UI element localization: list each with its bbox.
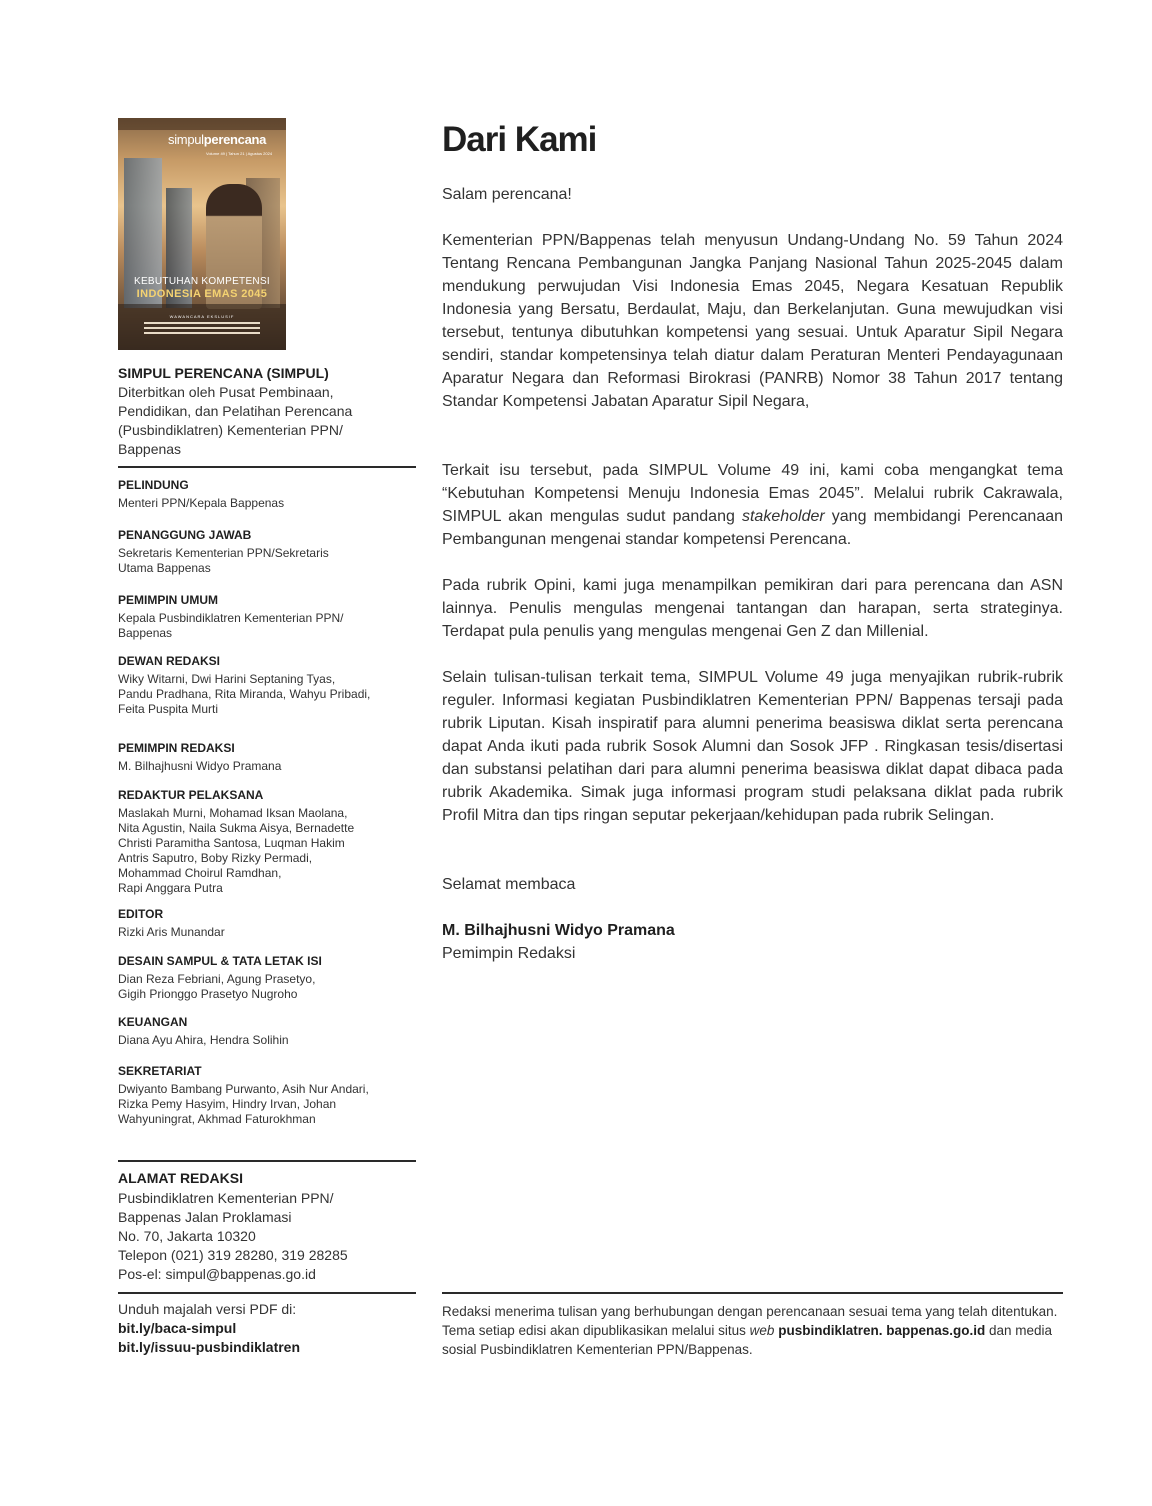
magazine-cover-image [118,118,286,350]
masthead-value: Dian Reza Febriani, Agung Prasetyo, Gigih Prionggo Prasetyo Nugroho [118,972,316,1001]
masthead-label: PEMIMPIN UMUM [118,593,218,607]
masthead-entry [118,1064,398,1127]
address-title: ALAMAT REDAKSI [118,1170,243,1186]
masthead-entry [118,954,398,1002]
masthead-value: Wiky Witarni, Dwi Harini Septaning Tyas, Pandu Pradhana, Rita Miranda, Wahyu Pribadi, Feita Puspita Murti [118,672,371,716]
emphasis-stakeholder: stakeholder [741,508,825,525]
masthead-label: PEMIMPIN REDAKSI [118,741,235,755]
signer-role: Pemimpin Redaksi [442,945,576,962]
article-heading: Dari Kami [442,120,597,159]
publication-title: SIMPUL PERENCANA (SIMPUL) [118,365,329,381]
masthead-entry [118,528,398,576]
masthead-label: PELINDUNG [118,478,189,492]
cover-headline: KEBUTUHAN KOMPETENSI [133,276,271,287]
masthead-label: SEKRETARIAT [118,1064,202,1078]
masthead-label: PENANGGUNG JAWAB [118,528,252,542]
masthead-label: EDITOR [118,907,164,921]
masthead-value: Dwiyanto Bambang Purwanto, Asih Nur Andari, Rizka Pemy Hasyim, Hindry Irvan, Johan Wahyuningrat, Akhmad Faturokhman [118,1082,369,1126]
masthead-label: KEUANGAN [118,1015,188,1029]
masthead-entry [118,741,398,774]
cover-fine-print [144,322,260,337]
cover-subhead: WAWANCARA EKSLUSIF [169,314,235,319]
masthead-value: Rizki Aris Munandar [118,925,225,939]
site-link: pusbindiklatren. bappenas.go.id [778,1323,986,1338]
article-greeting: Salam perencana! [442,186,572,203]
article-paragraph-2: Terkait isu tersebut, pada SIMPUL Volume 49 ini, kami coba mengangkat tema “Kebutuhan Kompetensi Menuju Indonesia Emas 2045”. Melalui rubrik Cakrawala, SIMPUL akan mengulas sudut pandang stakeholder yang membidangi Perencanaan Pembangunan mengenai standar kompetensi Perencana. [442,462,1064,548]
masthead-label: DESAIN SAMPUL & TATA LETAK ISI [118,954,322,968]
download-link-baca[interactable]: bit.ly/baca-simpul [118,1320,237,1336]
masthead-value: M. Bilhajhusni Widyo Pramana [118,759,282,773]
article-closing: Selamat membaca [442,876,576,893]
article-paragraph-1: Kementerian PPN/Bappenas telah menyusun Undang-Undang No. 59 Tahun 2024 Tentang Rencana Pembangunan Jangka Panjang Nasional Tahun 2025-2045 dalam mendukung perwujudan Visi Indonesia Emas 2045, Negara Kesatuan Republik Indonesia yang Bersatu, Berdaulat, Maju, dan Berkelanjutan. Guna mewujudkan visi tersebut, tentunya dibutuhkan kompetensi yang sesuai. Untuk Aparatur Sipil Negara sendiri, standar kompetensinya telah diatur dalam Peraturan Menteri Pendayagunaan Aparatur Negara dan Reformasi Birokrasi (PANRB) Nomor 38 Tahun 2017 tentang Standar Kompetensi Jabatan Aparatur Sipil Negara, [442,232,1063,410]
masthead-entry [118,654,398,717]
masthead-value: Kepala Pusbindiklatren Kementerian PPN/ Bappenas [118,611,344,640]
submission-note: Redaksi menerima tulisan yang berhubungan dengan perencanaan sesuai tema yang telah ditentukan. Tema setiap edisi akan dipublikasikan melalui situs web pusbindiklatren. bappenas.go.id dan media sosial Pusbindiklatren Kementerian PPN/Bappenas. [442,1304,1058,1357]
masthead-entry [118,478,398,511]
masthead-label: REDAKTUR PELAKSANA [118,788,264,802]
masthead-entry [118,1015,398,1048]
address-body: Pusbindiklatren Kementerian PPN/ Bappenas Jalan Proklamasi No. 70, Jakarta 10320 Telepon (021) 319 28280, 319 28285 Pos-el: simpul@bappenas.go.id [118,1190,348,1282]
cover-brand-logo: simpulperencana [168,132,267,147]
download-intro: Unduh majalah versi PDF di: [118,1301,297,1317]
masthead-value: Menteri PPN/Kepala Bappenas [118,496,285,510]
cover-top-bar [118,118,286,130]
divider [118,1160,416,1162]
publication-description: Diterbitkan oleh Pusat Pembinaan, Pendidikan, dan Pelatihan Perencana (Pusbindiklatren) Kementerian PPN/ Bappenas [118,384,353,457]
masthead-entry [118,788,398,896]
article-paragraph-3: Pada rubrik Opini, kami juga menampilkan pemikiran dari para perencana dan ASN lainnya. Penulis mengulas mengenai tantangan dan harapan, serta strateginya. Terdapat pula penulis yang mengulas mengenai Gen Z dan Millenial. [442,577,1063,640]
masthead-value: Maslakah Murni, Mohamad Iksan Maolana, Nita Agustin, Naila Sukma Aisya, Bernadette Christi Paramitha Santosa, Luqman Hakim Antris Saputro, Boby Rizky Permadi, Mohammad Choirul Ramdhan, Rapi Anggara Putra [118,806,355,895]
download-link-issuu[interactable]: bit.ly/issuu-pusbindiklatren [118,1339,301,1355]
footnote-divider [442,1292,1063,1294]
masthead-entry [118,907,398,940]
article-paragraph-4: Selain tulisan-tulisan terkait tema, SIMPUL Volume 49 juga menyajikan rubrik-rubrik reguler. Informasi kegiatan Pusbindiklatren Kementerian PPN/ Bappenas tersaji pada rubrik Liputan. Kisah inspiratif para alumni penerima beasiswa diklat serta perencana dapat Anda ikuti pada rubrik Sosok Alumni dan Sosok JFP . Ringkasan tesis/disertasi dan substansi pelatihan dari para alumni penerima beasiswa diklat dapat dibaca pada rubrik Akademika. Simak juga informasi program studi pelaksana diklat pada rubrik Profil Mitra dan tips ringan seputar pekerjaan/kehidupan pada rubrik Selingan. [442,669,1063,824]
masthead-label: DEWAN REDAKSI [118,654,221,668]
signer-name: M. Bilhajhusni Widyo Pramana [442,922,675,939]
divider [118,466,416,468]
cover-volume-line: Volume 49 | Tahun 21 | Agustus 2024 [206,151,273,156]
masthead-value: Diana Ayu Ahira, Hendra Solihin [118,1033,289,1047]
masthead-entry [118,593,398,641]
masthead-value: Sekretaris Kementerian PPN/Sekretaris Utama Bappenas [118,546,329,575]
divider [118,1292,416,1294]
cover-headline-gold: INDONESIA EMAS 2045 [136,288,268,300]
